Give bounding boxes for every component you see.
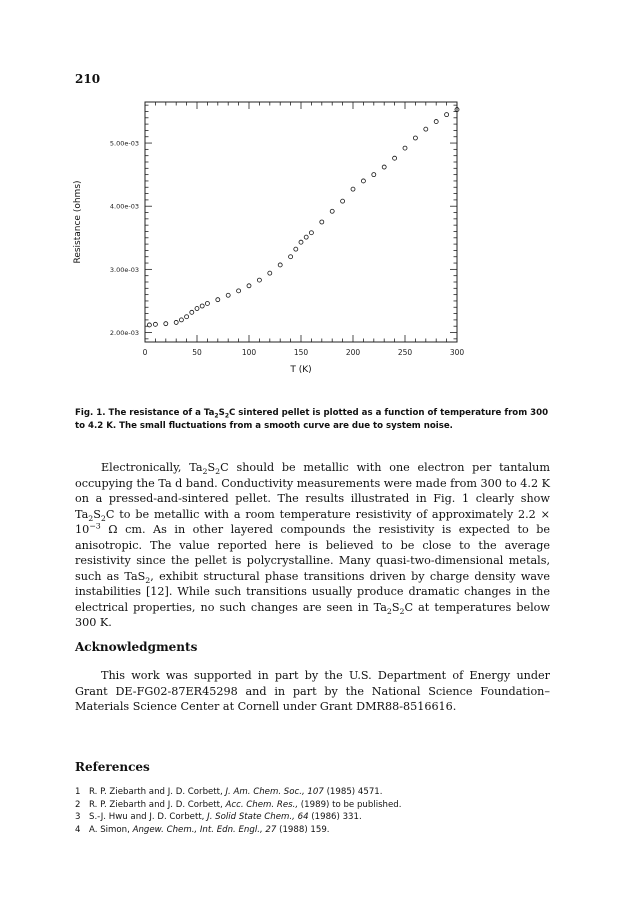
reference-journal: Angew. Chem., Int. Edn. Engl., 27 — [132, 824, 277, 835]
page-number: 210 — [75, 72, 101, 86]
reference-item — [75, 799, 565, 812]
reference-journal: Acc. Chem. Res., — [225, 799, 299, 810]
superscript: −3 — [89, 521, 101, 531]
data-point — [309, 231, 313, 235]
caption-text: C sintered pellet is plotted as a function of temperature from 300 to 4.2 K. The small fluctuations from a smooth curve are due to system noise. — [75, 408, 549, 431]
reference-list — [75, 786, 565, 836]
subscript: 2 — [88, 513, 94, 523]
data-point — [393, 156, 397, 160]
data-point — [147, 323, 151, 327]
data-point — [205, 301, 209, 305]
reference-number: 3 — [75, 812, 81, 822]
x-tick-label: 150 — [293, 348, 309, 357]
caption-sub: 2 — [214, 412, 219, 420]
reference-number: 1 — [75, 787, 81, 797]
x-axis-label: T (K) — [290, 365, 312, 375]
reference-number: 2 — [75, 799, 81, 810]
x-tick-label: 200 — [345, 348, 361, 357]
data-point — [304, 235, 308, 239]
data-point — [195, 307, 199, 311]
data-point — [299, 240, 303, 244]
x-tick-label: 300 — [449, 348, 465, 357]
reference-authors: R. P. Ziebarth and J. D. Corbett, — [89, 787, 226, 797]
caption-sub: 2 — [224, 412, 229, 420]
references-heading: References — [75, 760, 150, 774]
figure-label: Fig. 1. — [75, 408, 106, 418]
acknowledgments-heading: Acknowledgments — [75, 640, 198, 654]
data-point — [237, 289, 241, 293]
data-point — [294, 247, 298, 251]
y-tick-label: 2.00e-03 — [109, 329, 139, 338]
data-point — [268, 271, 272, 275]
reference-item — [75, 824, 565, 837]
data-point — [330, 209, 334, 213]
acknowledgments-text: This work was supported in part by the U.S. Department of Energy under Grant DE-FG02-87ER45298 and in part by the National Science Foundation–Materials Science Center at Cornell under Grant DMR88-8516616. — [75, 669, 550, 713]
subscript: 2 — [215, 467, 221, 477]
body-text: , exhibit structural phase transitions driven by charge density wave instabilities [12]. While such transitions usually produce dramatic changes in the electrical properties, no such changes are seen in Ta — [75, 569, 550, 614]
reference-number: 4 — [75, 824, 81, 835]
y-axis-label: Resistance (ohms) — [73, 180, 83, 264]
body-text: S — [93, 507, 101, 521]
data-point — [445, 113, 449, 117]
caption-text: The resistance of a Ta — [105, 408, 215, 418]
reference-journal: J. Am. Chem. Soc., 107 — [225, 787, 324, 797]
data-point — [164, 322, 168, 326]
data-point — [341, 199, 345, 203]
reference-item — [75, 786, 565, 799]
x-tick-label: 100 — [241, 348, 257, 357]
subscript: 2 — [145, 575, 151, 585]
reference-details: (1989) to be published. — [298, 799, 402, 810]
figure-caption — [75, 407, 555, 433]
data-point — [257, 278, 261, 282]
body-text: C at temperatures below 300 K. — [75, 600, 550, 629]
resistance-vs-temperature-chart — [60, 92, 480, 397]
x-tick-label: 50 — [192, 348, 202, 357]
y-tick-label: 5.00e-03 — [109, 139, 139, 148]
subscript: 2 — [202, 467, 208, 477]
body-paragraph — [75, 460, 550, 631]
data-point — [372, 173, 376, 177]
y-tick-label: 3.00e-03 — [109, 265, 139, 274]
data-point — [413, 136, 417, 140]
reference-item — [75, 811, 565, 824]
y-tick-label: 4.00e-03 — [109, 202, 139, 211]
body-text: S — [207, 461, 216, 474]
reference-authors: R. P. Ziebarth and J. D. Corbett, — [89, 799, 226, 810]
data-point — [179, 318, 183, 322]
body-text: C should be metallic with one electron per tantalum occupying the Ta d band. Conductivity measurements were made from 300 to 4.2 K on a pressed-and-sintered pellet. The results illustrated in Fig. 1 clearly show Ta — [75, 461, 550, 521]
x-tick-label: 0 — [142, 348, 148, 357]
body-text: Electronically, Ta — [101, 461, 203, 474]
reference-journal: J. Solid State Chem., 64 — [207, 812, 309, 822]
reference-authors: S.-J. Hwu and J. D. Corbett, — [89, 812, 208, 822]
data-point — [226, 293, 230, 297]
data-point — [424, 127, 428, 131]
data-point — [403, 146, 407, 150]
subscript: 2 — [386, 606, 392, 616]
data-point — [216, 298, 220, 302]
data-point — [278, 263, 282, 267]
data-point — [174, 320, 178, 324]
data-point — [185, 315, 189, 319]
data-point — [200, 304, 204, 308]
body-text: S — [391, 600, 400, 614]
plot-frame — [145, 102, 457, 342]
data-point — [289, 255, 293, 259]
data-point — [351, 187, 355, 191]
reference-details: (1985) 4571. — [323, 787, 383, 797]
body-text: C to be metallic with a room temperature resistivity of approximately 2.2 × 10 — [75, 507, 550, 536]
reference-details: (1988) 159. — [276, 824, 330, 835]
reference-details: (1986) 331. — [308, 812, 362, 822]
data-point — [153, 322, 157, 326]
data-point — [434, 120, 438, 124]
reference-authors: A. Simon, — [89, 824, 133, 835]
data-point — [190, 310, 194, 314]
subscript: 2 — [100, 513, 106, 523]
subscript: 2 — [399, 606, 405, 616]
data-point — [247, 284, 251, 288]
x-tick-label: 250 — [397, 348, 413, 357]
data-point — [320, 220, 324, 224]
caption-text: S — [218, 408, 225, 418]
body-text: Ω cm. As in other layered compounds the resistivity is expected to be anisotropic. The value reported here is believed to be close to the average resistivity since the pellet is polycrystalline. Many quasi-two-dimensional metals, such as TaS — [75, 523, 550, 583]
data-point — [382, 165, 386, 169]
data-point — [361, 179, 365, 183]
